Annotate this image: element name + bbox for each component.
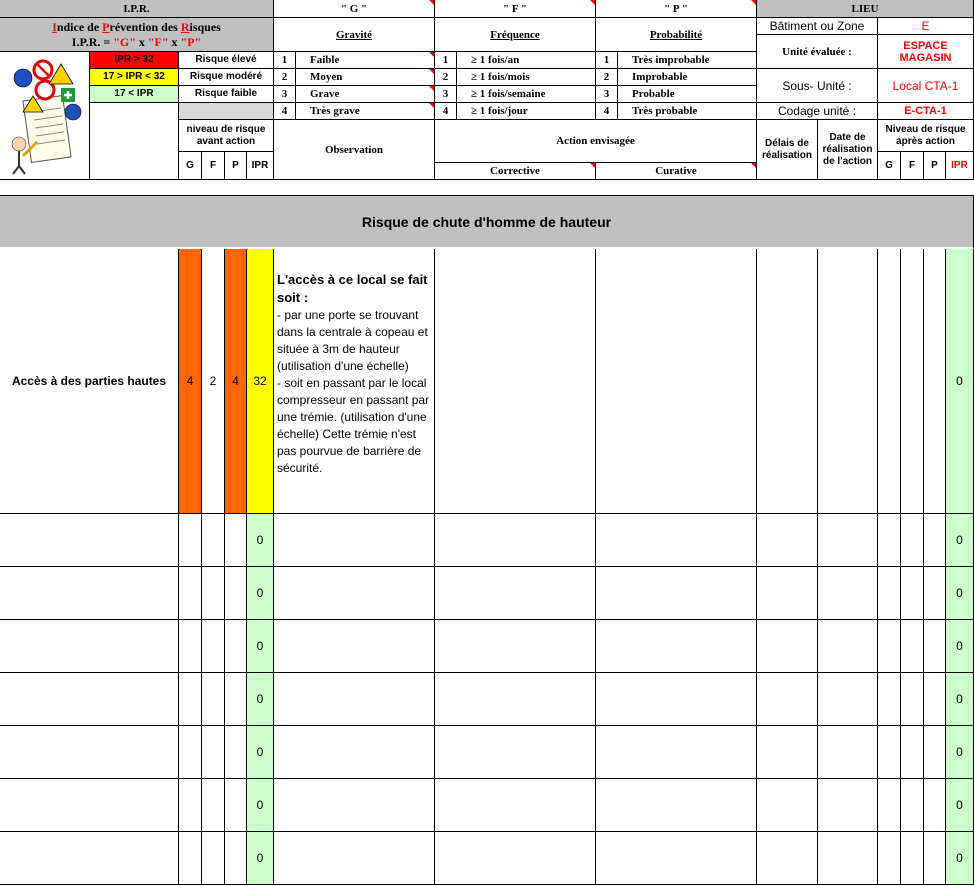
g-before-cell[interactable] [179, 726, 202, 779]
f-num[interactable]: 4 [435, 103, 457, 120]
ipr-after-value[interactable]: 0 [946, 726, 974, 779]
p-before-cell[interactable] [225, 779, 247, 832]
corrective-cell[interactable] [435, 514, 596, 567]
p-before-value[interactable]: 4 [225, 249, 247, 514]
date-cell[interactable] [818, 567, 878, 620]
col-g-after[interactable]: G [878, 152, 901, 180]
f-num[interactable]: 3 [435, 86, 457, 103]
g-after-cell[interactable] [878, 620, 901, 673]
f-label[interactable]: ≥ 1 fois/mois [457, 69, 596, 86]
f-after-cell[interactable] [901, 726, 924, 779]
risk-name[interactable] [0, 779, 179, 832]
p-before-cell[interactable] [225, 673, 247, 726]
formula-g: "G" [113, 34, 136, 49]
g-num[interactable]: 2 [274, 69, 296, 86]
legend-high-range[interactable]: IPR > 32 [90, 52, 179, 69]
legend-low-range[interactable]: 17 < IPR [90, 86, 179, 103]
risk-after-header[interactable]: Niveau de risque après action [878, 120, 974, 152]
f-before-cell[interactable] [202, 726, 225, 779]
g-label[interactable]: Moyen [296, 69, 435, 86]
ipr-after-value[interactable]: 0 [946, 249, 974, 514]
col-g-before[interactable]: G [179, 152, 202, 180]
p-code[interactable]: " P " [596, 0, 757, 18]
g-after-cell[interactable] [878, 514, 901, 567]
p-before-cell[interactable] [225, 620, 247, 673]
f-before-cell[interactable] [202, 514, 225, 567]
date-cell[interactable] [818, 249, 878, 514]
p-after-cell[interactable] [924, 249, 946, 514]
observation-cell[interactable] [274, 567, 435, 620]
codage-value[interactable]: E-CTA-1 [878, 103, 974, 120]
risk-name[interactable] [0, 726, 179, 779]
f-after-cell[interactable] [901, 249, 924, 514]
ipr-index-part: isques [189, 19, 221, 34]
p-before-cell[interactable] [225, 726, 247, 779]
observation-cell[interactable] [274, 620, 435, 673]
delais-header[interactable]: Délais de réalisation [757, 120, 818, 180]
safety-clipart-cell[interactable] [0, 52, 90, 180]
unite-label[interactable]: Unité évaluée : [757, 35, 878, 69]
g-after-cell[interactable] [878, 726, 901, 779]
g-after-cell[interactable] [878, 673, 901, 726]
f-label[interactable]: ≥ 1 fois/jour [457, 103, 596, 120]
risk-name[interactable] [0, 567, 179, 620]
ipr-before-value[interactable]: 0 [247, 726, 274, 779]
observation-body: - par une porte se trouvant dans la centrale à copeau et située à 3m de hauteur (utilisation d'une échelle) - soit en passant par le local compresseur en passant par une trémie. (utilisation d'une échelle) Cette trémie n'est pas pourvue de barrière de sécurité. [277, 308, 430, 475]
date-cell[interactable] [818, 514, 878, 567]
f-title[interactable]: Fréquence [435, 18, 596, 52]
ipr-before-value[interactable]: 0 [247, 514, 274, 567]
gray-cell[interactable] [179, 103, 274, 120]
codage-label[interactable]: Codage unité : [757, 103, 878, 120]
risk-name[interactable] [0, 620, 179, 673]
g-code[interactable]: " G " [274, 0, 435, 18]
corrective-cell[interactable] [435, 779, 596, 832]
g-after-cell[interactable] [878, 249, 901, 514]
ipr-index-text [52, 20, 221, 35]
delais-cell[interactable] [757, 620, 818, 673]
p-num[interactable]: 2 [596, 69, 618, 86]
formula-f: "F" [147, 34, 169, 49]
sous-unite-value[interactable]: Local CTA-1 [878, 69, 974, 103]
action-header[interactable]: Action envisagée [435, 120, 757, 163]
delais-cell[interactable] [757, 673, 818, 726]
col-f-after[interactable]: F [901, 152, 924, 180]
observation-cell[interactable] [274, 832, 435, 885]
date-cell[interactable] [818, 620, 878, 673]
delais-cell[interactable] [757, 249, 818, 514]
f-before-cell[interactable] [202, 620, 225, 673]
p-before-cell[interactable] [225, 514, 247, 567]
p-title[interactable]: Probabilité [596, 18, 757, 52]
ipr-after-value[interactable]: 0 [946, 620, 974, 673]
ipr-formula [72, 35, 201, 50]
f-label[interactable]: ≥ 1 fois/an [457, 52, 596, 69]
ipr-after-value[interactable]: 0 [946, 832, 974, 885]
p-after-cell[interactable] [924, 514, 946, 567]
f-before-cell[interactable] [202, 832, 225, 885]
delais-cell[interactable] [757, 832, 818, 885]
p-after-cell[interactable] [924, 567, 946, 620]
col-ipr-before[interactable]: IPR [247, 152, 274, 180]
date-cell[interactable] [818, 726, 878, 779]
ipr-letter-i: I [52, 19, 57, 34]
formula-part: x [135, 34, 148, 49]
g-label[interactable]: Très grave [296, 103, 435, 120]
curative-cell[interactable] [596, 249, 757, 514]
empty-cell[interactable] [90, 103, 179, 180]
formula-part: x [168, 34, 181, 49]
col-p-before[interactable]: P [225, 152, 247, 180]
p-num[interactable]: 4 [596, 103, 618, 120]
curative-header[interactable]: Curative [596, 163, 757, 180]
g-before-cell[interactable] [179, 620, 202, 673]
f-before-cell[interactable] [202, 673, 225, 726]
observation-cell[interactable] [274, 726, 435, 779]
ipr-after-value[interactable]: 0 [946, 779, 974, 832]
f-after-cell[interactable] [901, 673, 924, 726]
p-after-cell[interactable] [924, 620, 946, 673]
formula-part: I.P.R. = [71, 34, 114, 49]
observation-cell[interactable] [274, 673, 435, 726]
g-label[interactable]: Grave [296, 86, 435, 103]
p-label[interactable]: Probable [618, 86, 757, 103]
g-before-value[interactable]: 4 [179, 249, 202, 514]
ipr-before-value[interactable]: 0 [247, 620, 274, 673]
p-after-cell[interactable] [924, 779, 946, 832]
risk-name[interactable] [0, 514, 179, 567]
delais-cell[interactable] [757, 514, 818, 567]
p-num[interactable]: 3 [596, 86, 618, 103]
ipr-after-value[interactable]: 0 [946, 673, 974, 726]
legend-medium-label[interactable]: Risque modéré [179, 69, 274, 86]
f-before-value[interactable]: 2 [202, 249, 225, 514]
observation-cell[interactable] [274, 514, 435, 567]
observation-lead: L'accès à ce local se fait soit : [277, 272, 428, 305]
p-label[interactable]: Très improbable [618, 52, 757, 69]
p-label[interactable]: Très probable [618, 103, 757, 120]
p-before-cell[interactable] [225, 567, 247, 620]
ipr-letter-p: P [102, 19, 110, 34]
section-title[interactable]: Risque de chute d'homme de hauteur [0, 196, 974, 249]
legend-medium-range[interactable]: 17 > IPR < 32 [90, 69, 179, 86]
curative-cell[interactable] [596, 726, 757, 779]
g-num[interactable]: 1 [274, 52, 296, 69]
curative-cell[interactable] [596, 832, 757, 885]
safety-clipart-icon [3, 56, 87, 176]
p-after-cell[interactable] [924, 726, 946, 779]
date-cell[interactable] [818, 832, 878, 885]
p-after-cell[interactable] [924, 832, 946, 885]
g-after-cell[interactable] [878, 779, 901, 832]
corrective-cell[interactable] [435, 726, 596, 779]
p-label[interactable]: Improbable [618, 69, 757, 86]
g-before-cell[interactable] [179, 673, 202, 726]
observation-cell[interactable] [274, 249, 435, 514]
delais-cell[interactable] [757, 779, 818, 832]
lieu-title[interactable]: LIEU [757, 0, 974, 18]
curative-cell[interactable] [596, 779, 757, 832]
g-before-cell[interactable] [179, 514, 202, 567]
f-after-cell[interactable] [901, 832, 924, 885]
f-after-cell[interactable] [901, 514, 924, 567]
ipr-before-value[interactable]: 0 [247, 567, 274, 620]
curative-cell[interactable] [596, 514, 757, 567]
sous-unite-label[interactable]: Sous- Unité : [757, 69, 878, 103]
g-before-cell[interactable] [179, 567, 202, 620]
corrective-cell[interactable] [435, 567, 596, 620]
f-before-cell[interactable] [202, 779, 225, 832]
delais-cell[interactable] [757, 567, 818, 620]
corrective-cell[interactable] [435, 249, 596, 514]
date-cell[interactable] [818, 673, 878, 726]
f-num[interactable]: 2 [435, 69, 457, 86]
corrective-cell[interactable] [435, 832, 596, 885]
observation-text [277, 271, 432, 477]
ipr-before-value[interactable]: 32 [247, 249, 274, 514]
observation-header[interactable]: Observation [274, 120, 435, 180]
date-cell[interactable] [818, 779, 878, 832]
formula-p: "P" [180, 34, 202, 49]
ipr-after-value[interactable]: 0 [946, 567, 974, 620]
p-after-cell[interactable] [924, 673, 946, 726]
legend-low-label[interactable]: Risque faible [179, 86, 274, 103]
ipr-before-value[interactable]: 0 [247, 832, 274, 885]
ipr-before-value[interactable]: 0 [247, 673, 274, 726]
f-after-cell[interactable] [901, 567, 924, 620]
ipr-definition[interactable] [0, 18, 274, 52]
batiment-value[interactable]: E [878, 18, 974, 35]
f-before-cell[interactable] [202, 567, 225, 620]
g-before-cell[interactable] [179, 779, 202, 832]
col-f-before[interactable]: F [202, 152, 225, 180]
ipr-index-part: ndice de [56, 19, 103, 34]
corrective-cell[interactable] [435, 673, 596, 726]
col-ipr-after[interactable]: IPR [946, 152, 974, 180]
f-after-cell[interactable] [901, 779, 924, 832]
g-before-cell[interactable] [179, 832, 202, 885]
f-code[interactable]: " F " [435, 0, 596, 18]
col-p-after[interactable]: P [924, 152, 946, 180]
g-title[interactable]: Gravité [274, 18, 435, 52]
risk-before-header[interactable]: niveau de risque avant action [179, 120, 274, 152]
batiment-label[interactable]: Bâtiment ou Zone [757, 18, 878, 35]
ipr-letter-r: R [180, 19, 190, 34]
curative-cell[interactable] [596, 620, 757, 673]
unite-value[interactable]: ESPACE MAGASIN [878, 35, 974, 69]
risk-name[interactable] [0, 673, 179, 726]
p-num[interactable]: 1 [596, 52, 618, 69]
ipr-title[interactable]: I.P.R. [0, 0, 274, 18]
f-after-cell[interactable] [901, 620, 924, 673]
g-after-cell[interactable] [878, 567, 901, 620]
delais-cell[interactable] [757, 726, 818, 779]
risk-name[interactable] [0, 832, 179, 885]
ipr-before-value[interactable]: 0 [247, 779, 274, 832]
f-num[interactable]: 1 [435, 52, 457, 69]
spacer-row [0, 180, 974, 196]
ipr-index-part: révention des [109, 19, 181, 34]
risk-name[interactable]: Accès à des parties hautes [0, 249, 179, 514]
legend-high-label[interactable]: Risque élevé [179, 52, 274, 69]
g-label[interactable]: Faible [296, 52, 435, 69]
corrective-header[interactable]: Corrective [435, 163, 596, 180]
f-label[interactable]: ≥ 1 fois/semaine [457, 86, 596, 103]
observation-cell[interactable] [274, 779, 435, 832]
g-num[interactable]: 4 [274, 103, 296, 120]
g-num[interactable]: 3 [274, 86, 296, 103]
p-before-cell[interactable] [225, 832, 247, 885]
date-header[interactable]: Date de réalisation de l'action [818, 120, 878, 180]
curative-cell[interactable] [596, 673, 757, 726]
g-after-cell[interactable] [878, 832, 901, 885]
curative-cell[interactable] [596, 567, 757, 620]
ipr-after-value[interactable]: 0 [946, 514, 974, 567]
corrective-cell[interactable] [435, 620, 596, 673]
